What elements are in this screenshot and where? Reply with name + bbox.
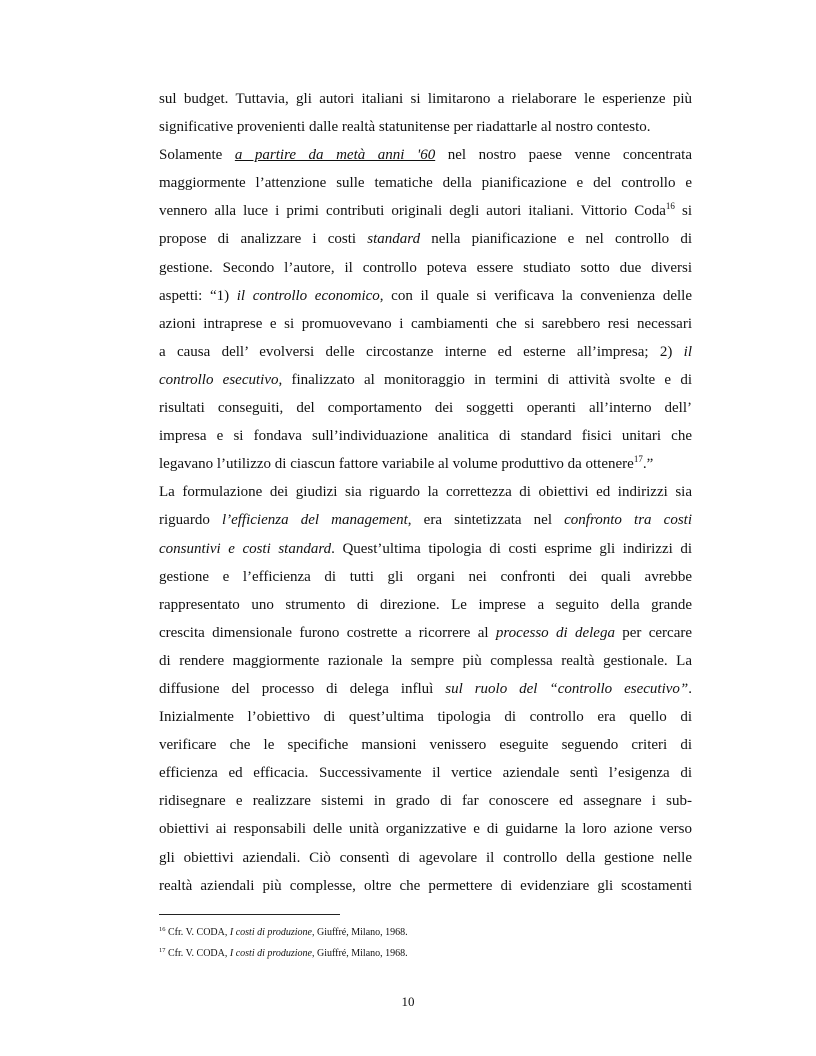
footnotes (159, 922, 408, 964)
text-run: Solamente (159, 147, 235, 164)
text-run: verificare che le specifiche mansioni venissero eseguite seguendo criteri di (159, 737, 692, 754)
text-run: obiettivi ai responsabili delle unità organizzative e di guidarne la loro azione verso (159, 821, 692, 838)
text-line (159, 844, 692, 872)
text-run: impresa e si fondava sull’individuazione analitica di standard fisici unitari che (159, 428, 692, 445)
footnote-separator (159, 914, 340, 915)
text-run: sul budget. Tuttavia, gli autori italiani si limitarono a rielaborare le esperienze più (159, 91, 692, 107)
emphasis-text: il controllo economico (236, 287, 380, 304)
text-run: La formulazione dei giudizi sia riguardo la correttezza di obiettivi ed indirizzi sia (159, 484, 692, 501)
emphasis-text: sul ruolo del “controllo esecutivo” (445, 680, 689, 697)
footnote-publisher: , Giuffré, Milano, 1968. (312, 948, 408, 959)
text-line (159, 703, 692, 731)
text-run: significative provenienti dalle realtà statunitense per riadattarle al nostro contesto. (159, 119, 651, 136)
footnote-author: Cfr. V. CODA, (165, 948, 230, 959)
text-run: , era sintetizzata nel (407, 512, 565, 529)
emphasis-text: a partire da metà anni '60 (234, 147, 436, 164)
text-run: gestione e l’efficienza di tutti gli organi nei confronti dei quali avrebbe (159, 568, 692, 585)
emphasis-text: confronto tra costi (564, 512, 692, 529)
text-run: diffusione del processo di delega influì (159, 680, 446, 697)
text-run: a causa dell’ evolversi delle circostanze interne ed esterne all’impresa; 2) (159, 343, 684, 360)
footnote-number: 17 (159, 947, 166, 954)
text-run: gli obiettivi aziendali. Ciò consentì di agevolare il controllo della gestione nelle (159, 849, 692, 866)
text-line (159, 478, 692, 506)
footnote (159, 943, 408, 964)
text-run: propose di analizzare i costi (159, 231, 368, 248)
footnote-publisher: , Giuffré, Milano, 1968. (312, 927, 408, 938)
text-run: . (688, 680, 693, 697)
text-line (159, 450, 692, 478)
footnote-title: I costi di produzione (229, 927, 312, 938)
text-line (159, 254, 692, 282)
text-line (159, 815, 692, 843)
text-line (159, 113, 692, 141)
text-line (159, 169, 692, 197)
text-line (159, 872, 692, 900)
text-line (159, 647, 692, 675)
text-run: maggiormente l’attenzione sulle tematiche della pianificazione e del controllo e (159, 175, 692, 192)
text-line (159, 787, 692, 815)
text-line (159, 422, 692, 450)
text-run: di rendere maggiormente razionale la sempre più complessa realtà gestionale. La (159, 652, 692, 669)
text-line (159, 282, 692, 310)
emphasis-text: il (683, 343, 692, 360)
text-line (159, 310, 692, 338)
page-number: 10 (401, 994, 415, 1009)
text-run: realtà aziendali più complesse, oltre che permettere di evidenziare gli scostamenti (159, 877, 692, 894)
text-run: vennero alla luce i primi contributi originali degli autori italiani. Vittorio Coda (159, 203, 666, 220)
text-line (159, 394, 692, 422)
footnote-number: 16 (159, 926, 166, 933)
emphasis-text: l’efficienza del management (221, 512, 408, 529)
text-run: crescita dimensionale furono costrette a ricorrere al (159, 624, 496, 641)
text-run: per cercare (614, 624, 693, 641)
emphasis-text: consuntivi e costi standard (159, 540, 332, 557)
text-run: , finalizzato al monitoraggio in termini di attività svolte e di (278, 371, 692, 388)
footnote-ref: 16 (665, 201, 675, 212)
text-line (159, 563, 692, 591)
text-run: gestione. Secondo l’autore, il controllo poteva essere studiato sotto due diversi (159, 259, 692, 276)
text-run: Inizialmente l’obiettivo di quest’ultima tipologia di controllo era quello di (159, 709, 692, 726)
footnote-ref: 17 (633, 454, 643, 465)
text-line (159, 85, 692, 113)
text-line (159, 675, 692, 703)
text-line (159, 535, 692, 563)
body-text (159, 85, 692, 900)
text-line (159, 506, 692, 534)
footnote (159, 922, 408, 943)
text-run: .” (642, 456, 654, 473)
text-run: ridisegnare e realizzare sistemi in grado di far conoscere ed assegnare i sub- (159, 793, 692, 810)
text-run: efficienza ed efficacia. Successivamente il vertice aziendale sentì l’esigenza di (159, 765, 692, 782)
text-line (159, 731, 692, 759)
footnote-author: Cfr. V. CODA, (165, 927, 230, 938)
text-run: nella pianificazione e nel controllo di (420, 231, 692, 248)
text-run: aspetti: “1) (159, 287, 237, 304)
emphasis-text: controllo esecutivo (159, 371, 279, 388)
text-run: riguardo (159, 512, 222, 529)
text-run: . Quest’ultima tipologia di costi esprime gli indirizzi di (331, 540, 692, 557)
text-line (159, 338, 692, 366)
text-line (159, 197, 692, 225)
text-run: legavano l’utilizzo di ciascun fattore variabile al volume produttivo da ottenere (159, 456, 634, 473)
text-run: nel nostro paese venne concentrata (435, 147, 692, 164)
emphasis-text: standard (367, 231, 421, 248)
text-line (159, 225, 692, 253)
text-line (159, 759, 692, 787)
footnote-title: I costi di produzione (229, 948, 312, 959)
text-line (159, 141, 692, 169)
emphasis-text: processo di delega (495, 624, 615, 641)
text-line (159, 366, 692, 394)
text-run: azioni intraprese e si promuovevano i cambiamenti che si sarebbero resi necessari (159, 315, 692, 332)
text-run: si (674, 203, 692, 220)
text-line (159, 619, 692, 647)
text-run: rappresentato uno strumento di direzione. Le imprese a seguito della grande (159, 596, 692, 613)
text-run: risultati conseguiti, del comportamento dei soggetti operanti all’interno dell’ (159, 400, 692, 417)
text-line (159, 591, 692, 619)
text-run: , con il quale si verificava la convenienza delle (379, 287, 692, 304)
